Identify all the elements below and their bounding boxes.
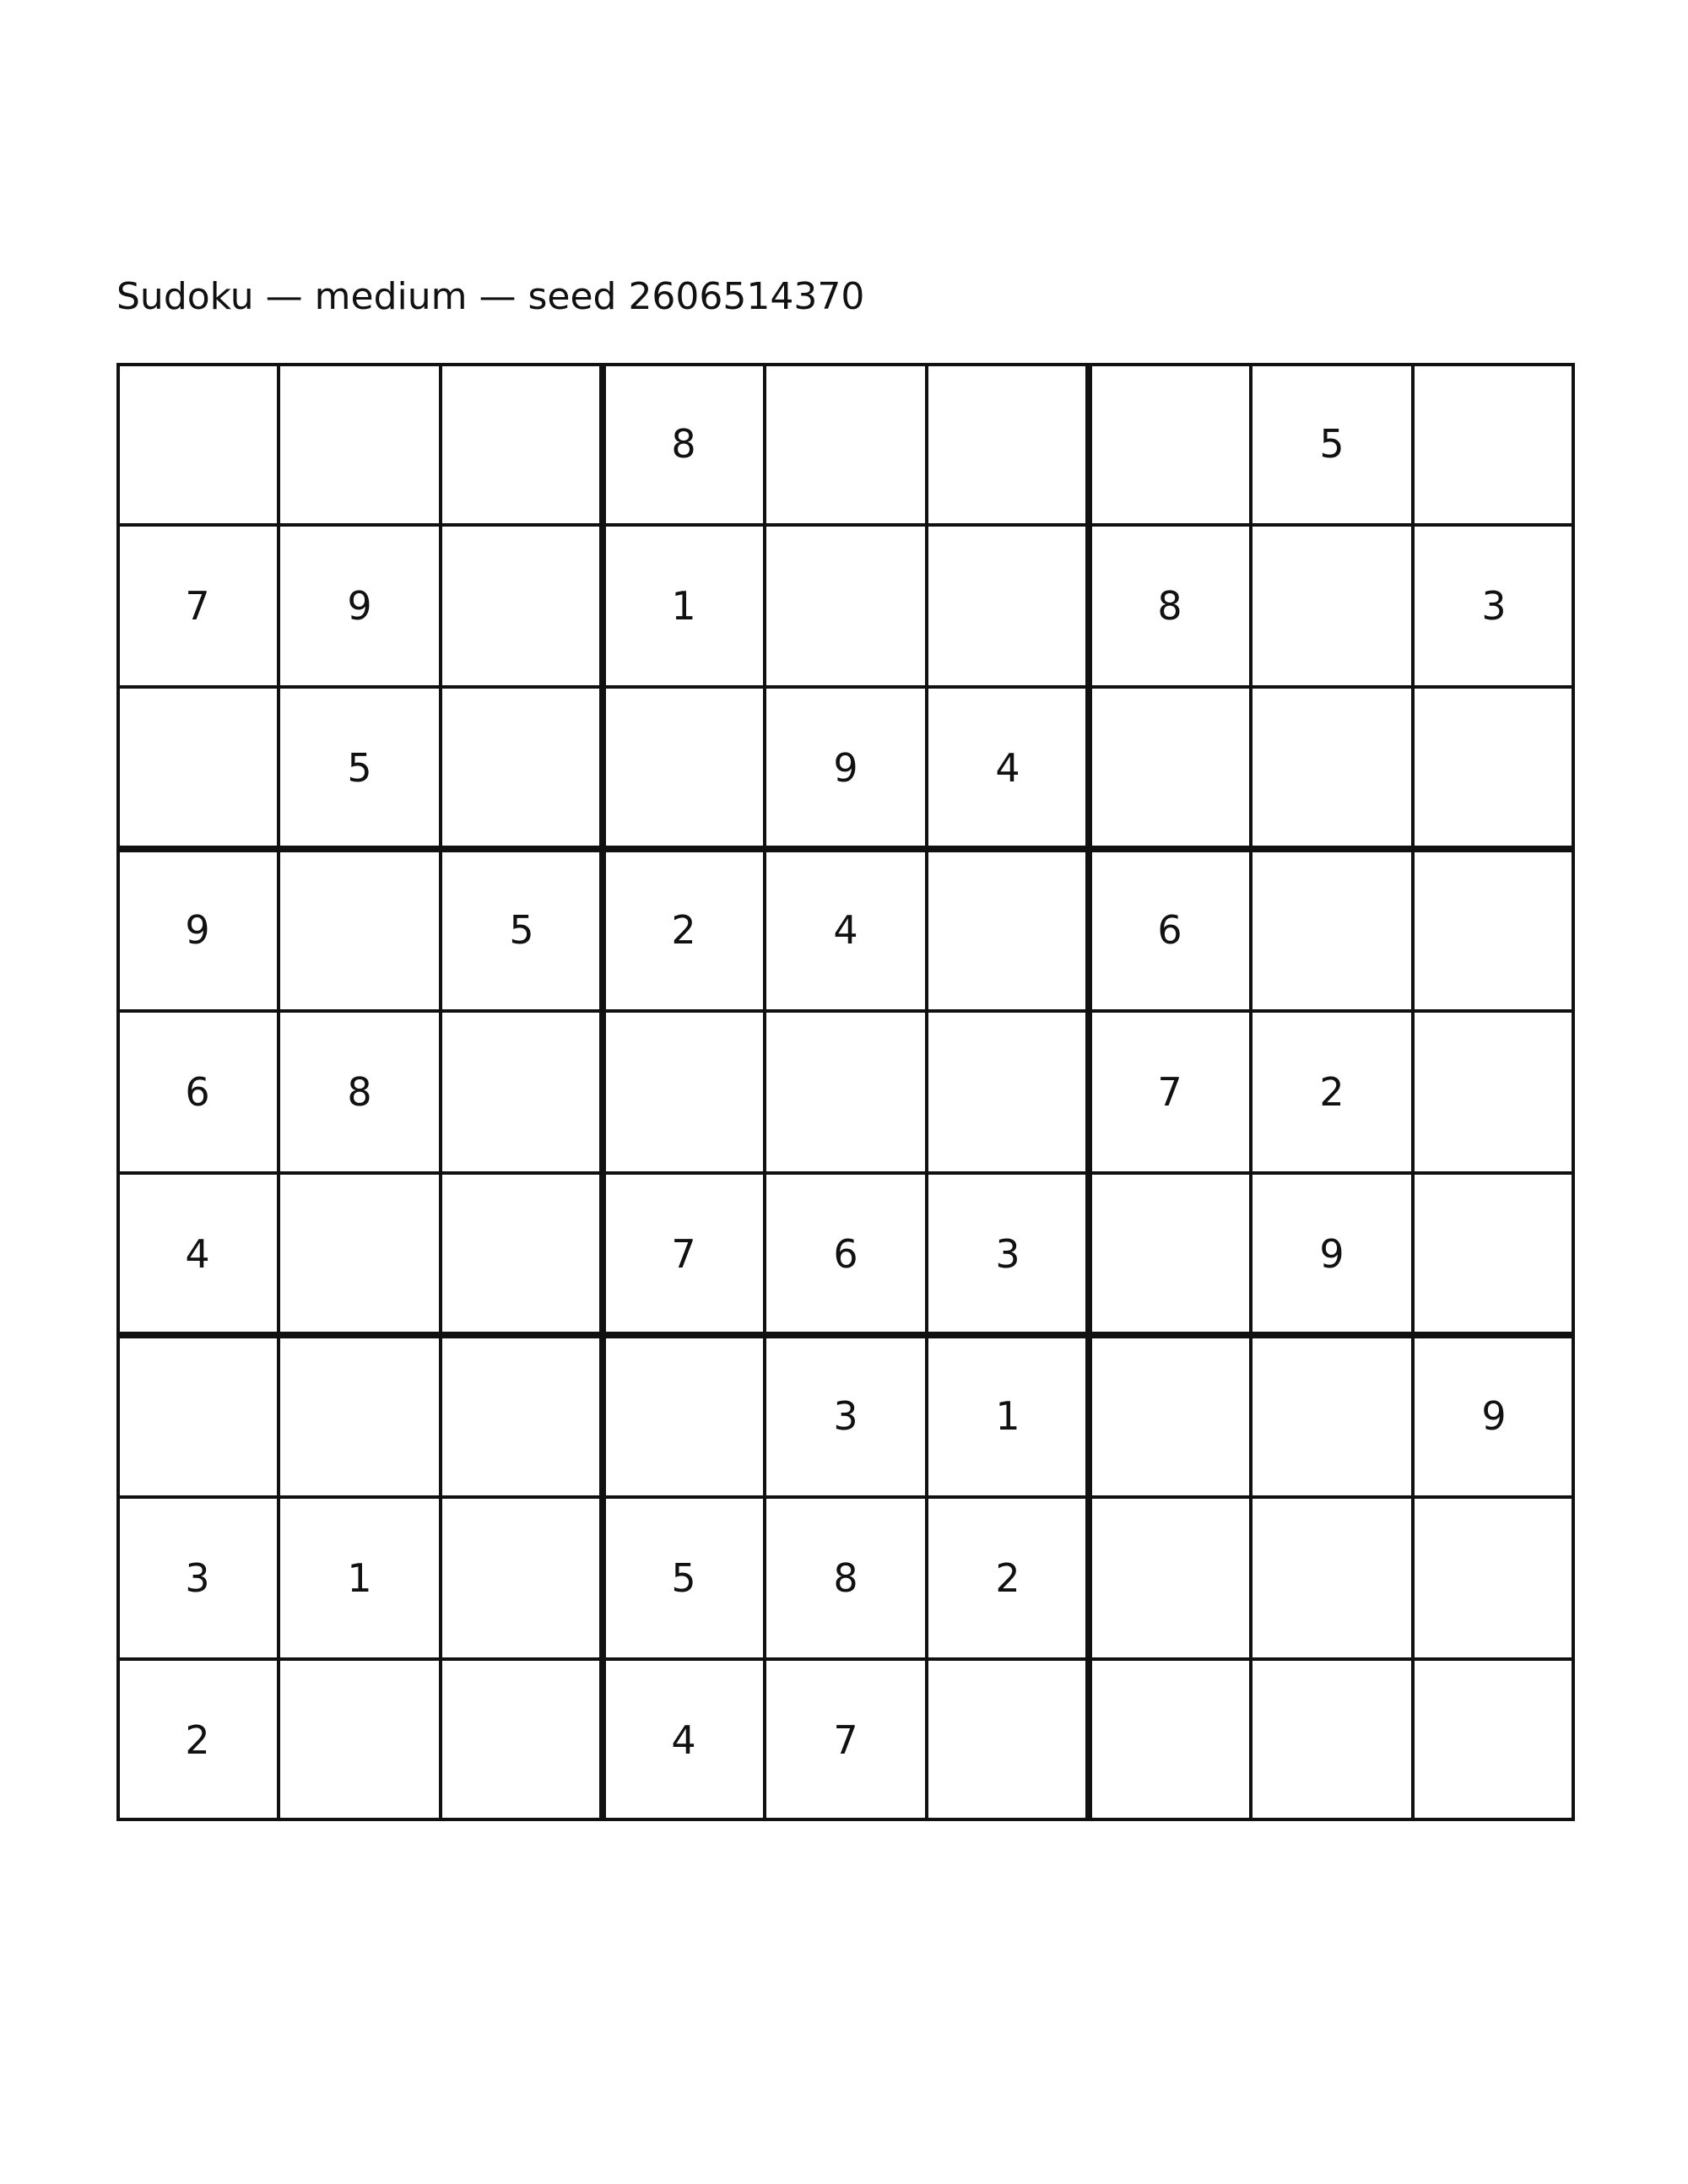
sudoku-cell-r9c8[interactable] <box>1251 1659 1413 1821</box>
sudoku-cell-r1c6[interactable] <box>927 363 1089 525</box>
sudoku-cell-r6c9[interactable] <box>1413 1173 1575 1335</box>
sudoku-cell-r2c9[interactable]: 3 <box>1481 583 1507 629</box>
sudoku-cell-r8c3[interactable] <box>441 1497 603 1659</box>
sudoku-cell-r2c3[interactable] <box>441 525 603 687</box>
sudoku-cell-r7c9[interactable]: 9 <box>1481 1393 1507 1439</box>
sudoku-cell-r3c5[interactable]: 9 <box>833 745 858 791</box>
sudoku-cell-r4c8[interactable] <box>1251 849 1413 1011</box>
sudoku-cell-r7c2[interactable] <box>279 1335 441 1497</box>
sudoku-cell-r7c8[interactable] <box>1251 1335 1413 1497</box>
sudoku-board <box>116 363 1575 1821</box>
sudoku-cell-r6c3[interactable] <box>441 1173 603 1335</box>
sudoku-cell-r8c2[interactable]: 1 <box>347 1555 372 1601</box>
sudoku-cell-r2c1[interactable]: 7 <box>185 583 210 629</box>
sudoku-cell-r4c3[interactable]: 5 <box>509 907 534 953</box>
sudoku-cell-r5c8[interactable]: 2 <box>1319 1069 1344 1115</box>
sudoku-cell-r7c3[interactable] <box>441 1335 603 1497</box>
sudoku-cell-r1c2[interactable] <box>279 363 441 525</box>
sudoku-cell-r7c4[interactable] <box>603 1335 765 1497</box>
sudoku-cell-r3c3[interactable] <box>441 687 603 849</box>
sudoku-cell-r8c6[interactable]: 2 <box>995 1555 1020 1601</box>
sudoku-cell-r3c6[interactable]: 4 <box>995 745 1020 791</box>
sudoku-cell-r1c4[interactable]: 8 <box>671 421 696 467</box>
sudoku-cell-r4c7[interactable]: 6 <box>1157 907 1182 953</box>
sudoku-cell-r9c6[interactable] <box>927 1659 1089 1821</box>
sudoku-cell-r8c9[interactable] <box>1413 1497 1575 1659</box>
sudoku-cell-r5c4[interactable] <box>603 1011 765 1173</box>
sudoku-cell-r5c5[interactable] <box>765 1011 927 1173</box>
sudoku-cell-r4c5[interactable]: 4 <box>833 907 858 953</box>
sudoku-cell-r2c8[interactable] <box>1251 525 1413 687</box>
sudoku-cell-r6c4[interactable]: 7 <box>671 1231 696 1277</box>
sudoku-cell-r3c4[interactable] <box>603 687 765 849</box>
sudoku-cell-r2c2[interactable]: 9 <box>347 583 372 629</box>
sudoku-cell-r1c9[interactable] <box>1413 363 1575 525</box>
sudoku-cell-r4c6[interactable] <box>927 849 1089 1011</box>
sudoku-cell-r7c7[interactable] <box>1089 1335 1251 1497</box>
sudoku-cell-r3c7[interactable] <box>1089 687 1251 849</box>
sudoku-cell-r3c8[interactable] <box>1251 687 1413 849</box>
sudoku-cell-r5c3[interactable] <box>441 1011 603 1173</box>
sudoku-cell-r8c8[interactable] <box>1251 1497 1413 1659</box>
sudoku-cell-r6c2[interactable] <box>279 1173 441 1335</box>
sudoku-cell-r9c3[interactable] <box>441 1659 603 1821</box>
sudoku-cell-r7c1[interactable] <box>116 1335 279 1497</box>
sudoku-cell-r9c5[interactable]: 7 <box>833 1717 858 1763</box>
sudoku-cell-r8c1[interactable]: 3 <box>185 1555 210 1601</box>
sudoku-cell-r6c8[interactable]: 9 <box>1319 1231 1344 1277</box>
sudoku-cell-r5c6[interactable] <box>927 1011 1089 1173</box>
sudoku-cell-r5c2[interactable]: 8 <box>347 1069 372 1115</box>
sudoku-cell-r6c6[interactable]: 3 <box>995 1231 1020 1277</box>
sudoku-cell-r9c9[interactable] <box>1413 1659 1575 1821</box>
sudoku-cell-r2c6[interactable] <box>927 525 1089 687</box>
sudoku-cell-r9c2[interactable] <box>279 1659 441 1821</box>
sudoku-cell-r5c7[interactable]: 7 <box>1157 1069 1182 1115</box>
sudoku-cell-r8c7[interactable] <box>1089 1497 1251 1659</box>
sudoku-cell-r2c4[interactable]: 1 <box>671 583 696 629</box>
sudoku-cell-r4c9[interactable] <box>1413 849 1575 1011</box>
sudoku-cell-r7c5[interactable]: 3 <box>833 1393 858 1439</box>
sudoku-cell-r2c7[interactable]: 8 <box>1157 583 1182 629</box>
sudoku-cell-r5c9[interactable] <box>1413 1011 1575 1173</box>
sudoku-cell-r9c1[interactable]: 2 <box>185 1717 210 1763</box>
sudoku-cell-r5c1[interactable]: 6 <box>185 1069 210 1115</box>
sudoku-cell-r6c5[interactable]: 6 <box>833 1231 858 1277</box>
sudoku-cell-r8c4[interactable]: 5 <box>671 1555 696 1601</box>
sudoku-cell-r9c4[interactable]: 4 <box>671 1717 696 1763</box>
sudoku-cell-r2c5[interactable] <box>765 525 927 687</box>
sudoku-cell-r3c2[interactable]: 5 <box>347 745 372 791</box>
sudoku-cell-r3c1[interactable] <box>116 687 279 849</box>
sudoku-cell-r1c1[interactable] <box>116 363 279 525</box>
sudoku-cell-r1c7[interactable] <box>1089 363 1251 525</box>
sudoku-cell-r6c7[interactable] <box>1089 1173 1251 1335</box>
sudoku-cell-r7c6[interactable]: 1 <box>995 1393 1020 1439</box>
sudoku-cell-r6c1[interactable]: 4 <box>185 1231 210 1277</box>
sudoku-cell-r1c8[interactable]: 5 <box>1319 421 1344 467</box>
sudoku-cell-r1c3[interactable] <box>441 363 603 525</box>
sudoku-cell-r8c5[interactable]: 8 <box>833 1555 858 1601</box>
sudoku-grid <box>116 363 1575 1821</box>
sudoku-cell-r4c1[interactable]: 9 <box>185 907 210 953</box>
sudoku-cell-r3c9[interactable] <box>1413 687 1575 849</box>
sudoku-cell-r1c5[interactable] <box>765 363 927 525</box>
puzzle-title: Sudoku — medium — seed 2606514370 <box>116 275 865 318</box>
sudoku-cell-r4c4[interactable]: 2 <box>671 907 696 953</box>
sudoku-cell-r4c2[interactable] <box>279 849 441 1011</box>
sudoku-cell-r9c7[interactable] <box>1089 1659 1251 1821</box>
